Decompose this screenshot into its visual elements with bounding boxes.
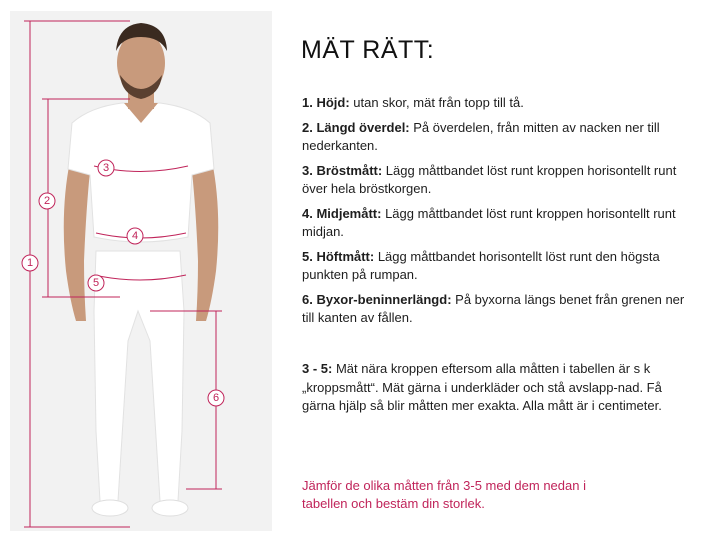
- model-photo: [10, 11, 272, 531]
- svg-text:3: 3: [102, 162, 110, 174]
- instruction-chest: [302, 162, 694, 198]
- instruction-label: 1. Höjd:: [302, 95, 350, 110]
- svg-text:1: 1: [26, 257, 34, 269]
- instruction-waist: [302, 205, 694, 241]
- note-label: 3 - 5:: [302, 361, 333, 376]
- instruction-inseam: [302, 291, 694, 327]
- marker-3: [98, 160, 114, 176]
- marker-4: [127, 228, 143, 244]
- instruction-text: På byxorna längs benet från grenen ner till kanten av fållen.: [302, 292, 685, 325]
- marker-1: [22, 255, 38, 271]
- instruction-list: [302, 94, 694, 334]
- svg-text:5: 5: [92, 277, 100, 289]
- instruction-upper-length: [302, 119, 694, 155]
- instruction-text: Lägg måttbandet löst runt kroppen horisontellt runt över hela bröstkorgen.: [302, 163, 677, 196]
- compare-text: Jämför de olika måtten från 3-5 med dem nedan i tabellen och bestäm din storlek.: [302, 478, 586, 511]
- marker-5: [88, 275, 104, 291]
- instruction-hip: [302, 248, 694, 284]
- instruction-label: 4. Midjemått:: [302, 206, 382, 221]
- instruction-label: 6. Byxor-beninnerlängd:: [302, 292, 452, 307]
- instruction-text: Lägg måttbandet horisontellt löst runt den högsta punkten på rumpan.: [302, 249, 660, 282]
- instruction-height: [302, 94, 694, 112]
- svg-text:4: 4: [131, 230, 139, 242]
- note-text: Mät nära kroppen eftersom alla måtten i tabellen är s k „kroppsmått“. Mät gärna i underkläder och stå avslapp-nad. Få gärna hjälp så blir måtten mer exakta. Alla mått är i centimeter.: [302, 361, 662, 413]
- instruction-label: 3. Bröstmått:: [302, 163, 383, 178]
- instruction-text: utan skor, mät från topp till tå.: [349, 95, 524, 110]
- svg-text:2: 2: [43, 195, 51, 207]
- marker-6: [208, 390, 224, 406]
- instruction-text: Lägg måttbandet löst runt kroppen horisontellt runt midjan.: [302, 206, 676, 239]
- model-figure: [64, 23, 219, 516]
- instruction-label: 2. Längd överdel:: [302, 120, 410, 135]
- page-title: MÄT RÄTT:: [301, 36, 435, 64]
- measurement-note: [302, 360, 692, 416]
- marker-2: [39, 193, 55, 209]
- measurement-figure: [10, 11, 272, 531]
- svg-text:6: 6: [212, 392, 220, 404]
- instruction-label: 5. Höftmått:: [302, 249, 375, 264]
- instruction-text: På överdelen, från mitten av nacken ner till nederkanten.: [302, 120, 660, 153]
